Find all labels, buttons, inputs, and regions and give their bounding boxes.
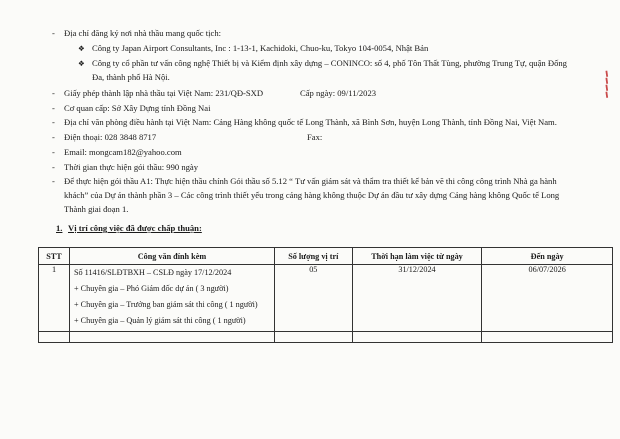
duration: Thời gian thực hiện gói thầu: 990 ngày xyxy=(64,162,199,172)
cell-quantity: 05 xyxy=(274,265,352,332)
company-coninco-cont: Đa, thành phố Hà Nội. xyxy=(92,72,170,82)
issue-date: Cấp ngày: 09/11/2023 xyxy=(300,88,377,98)
header-from-date: Thời hạn làm việc từ ngày xyxy=(352,248,482,265)
position-line: + Chuyên gia – Quản lý giám sát thi công ( 1 người) xyxy=(73,316,246,325)
office-address: Địa chỉ văn phòng điều hành tại Việt Nam: Cảng Hàng không quốc tế Long Thành, xã Bình Sơn, huyện Long Thành, tỉnh Đồng Nai, Việt Nam. xyxy=(64,117,557,127)
header-to-date: Đến ngày xyxy=(482,248,613,265)
table-header-row xyxy=(39,248,613,265)
cell-stt: 1 xyxy=(39,265,70,332)
bullet-dash: - xyxy=(52,162,55,172)
diamond-bullet-icon: ❖ xyxy=(78,59,85,68)
email: Email: mongcam182@yahoo.com xyxy=(64,147,182,157)
bullet-dash: - xyxy=(52,117,55,127)
cell-to-date: 06/07/2026 xyxy=(482,265,613,332)
purpose-line-3: Thành giai đoạn 1. xyxy=(64,204,129,214)
approved-positions-table xyxy=(38,247,613,343)
registered-address-label: Địa chỉ đăng ký nơi nhà thầu mang quốc tịch: xyxy=(64,28,222,38)
bullet-dash: - xyxy=(52,103,55,113)
diamond-bullet-icon: ❖ xyxy=(78,44,85,53)
phone: Điện thoại: 028 3848 8717 xyxy=(64,132,157,142)
fax: Fax: xyxy=(307,132,323,142)
company-coninco: Công ty cổ phần tư vấn công nghệ Thiết bị và Kiểm định xây dựng – CONINCO: số 4, phố Tôn Thất Tùng, phường Trung Tự, quận Đống xyxy=(92,58,567,68)
cell-document xyxy=(69,265,274,332)
bullet-dash: - xyxy=(52,88,55,98)
header-document: Công văn đính kèm xyxy=(69,248,274,265)
bullet-dash: - xyxy=(52,176,55,186)
purpose-line-2: khách” của Dự án thành phần 3 – Các công trình thiết yếu trong cảng hàng không thuộc Dự án đầu tư xây dựng Cảng hàng không Quốc tế Long xyxy=(64,190,560,200)
header-stt: STT xyxy=(39,248,70,265)
position-line: + Chuyên gia – Trưởng ban giám sát thi công ( 1 người) xyxy=(73,300,258,309)
bullet-dash: - xyxy=(52,28,55,38)
document-reference: Số 11416/SLĐTBXH – CSLĐ ngày 17/12/2024 xyxy=(73,268,232,277)
issuing-agency: Cơ quan cấp: Sở Xây Dựng tỉnh Đồng Nai xyxy=(64,103,211,113)
header-quantity: Số lượng vị trí xyxy=(274,248,352,265)
table-row-empty xyxy=(39,332,613,343)
red-stamp-edge: ▌ ▌ ▌ ▌ xyxy=(605,71,610,99)
bullet-dash: - xyxy=(52,147,55,157)
position-line: + Chuyên gia – Phó Giám đốc dự án ( 3 người) xyxy=(73,284,229,293)
table-row xyxy=(39,265,613,332)
section-title: Vị trí công việc đã được chấp thuận: xyxy=(68,223,202,233)
bullet-dash: - xyxy=(52,132,55,142)
cell-from-date: 31/12/2024 xyxy=(352,265,482,332)
purpose-line-1: Để thực hiện gói thầu A1: Thực hiện thầu chính Gói thầu số 5.12 “ Tư vấn giám sát và thẩm tra thiết kế bản vẽ thi công công trình Nhà ga hành xyxy=(64,176,557,186)
license-number: Giấy phép thành lập nhà thầu tại Việt Nam: 231/QĐ-SXD xyxy=(64,88,264,98)
section-number: 1. xyxy=(56,223,63,233)
company-jac: Công ty Japan Airport Consultants, Inc : 1-13-1, Kachidoki, Chuo-ku, Tokyo 104-0054, Nhật Bản xyxy=(92,43,429,53)
